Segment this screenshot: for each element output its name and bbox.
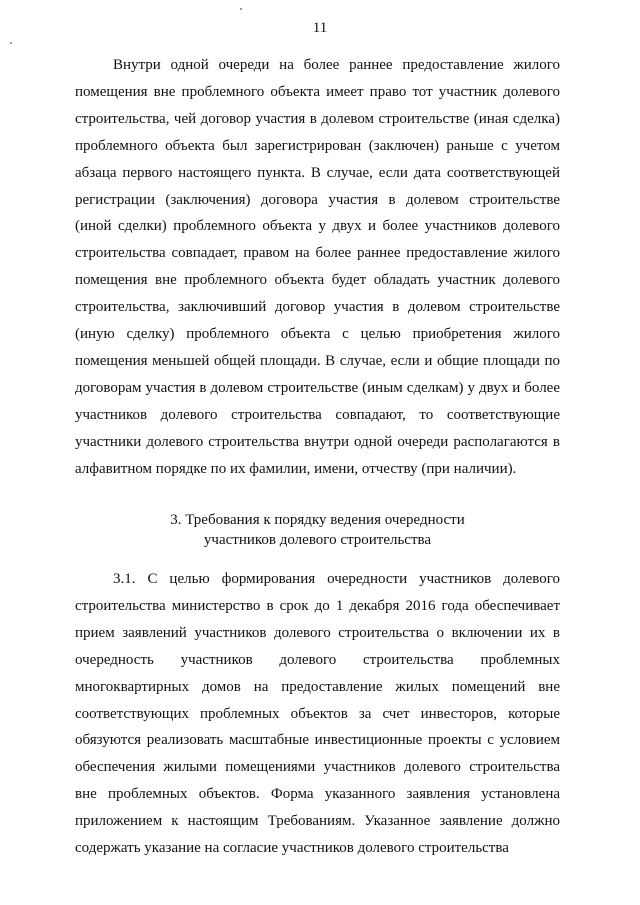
paragraph-3-1: 3.1. С целью формирования очередности участников долевого строительства министерство в срок до 1 декабря 2016 года обеспечивает прием заявлений участников долевого строительства о включении их в очередность участников долевого строительства проблемных многоквартирных домов на предоставление жилых помещений вне соответствующих проблемных объектов за счет инвесторов, которые обязуются реализовать масштабные инвестиционные проекты с условием обеспечения жилыми помещениями участников долевого строительства вне проблемных объектов. Форма указанного заявления установлена приложением к настоящим Требованиям. Указанное заявление должно содержать указание на согласие участников долевого строительства	[75, 571, 560, 857]
scan-speck	[10, 42, 12, 44]
section-heading-line-2: участников долевого строительства	[203, 532, 432, 548]
scan-speck	[240, 8, 242, 10]
section-heading	[75, 510, 560, 550]
page-number: 11	[312, 20, 328, 36]
paragraph-queue-priority: Внутри одной очереди на более раннее предоставление жилого помещения вне проблемного объекта имеет право тот участник долевого строительства, чей договор участия в долевом строительстве (иная сделка) проблемного объекта был зарегистрирован (заключен) раньше с учетом абзаца первого настоящего пункта. В случае, если дата соответствующей регистрации (заключения) договора участия в долевом строительстве (иной сделки) проблемного объекта у двух и более участников долевого строительства совпадает, правом на более раннее предоставление жилого помещения вне проблемного объекта будет обладать участник долевого строительства, заключивший договор участия в долевом строительстве (иную сделку) проблемного объекта с целью приобретения жилого помещения меньшей общей площади. В случае, если и общие площади по договорам участия в долевом строительстве (иным сделкам) у двух и более участников долевого строительства совпадают, то соответствующие участники долевого строительства внутри одной очереди располагаются в алфавитном порядке по их фамилии, имени, отчеству (при наличии).	[75, 57, 560, 477]
section-heading-line-1: 3. Требования к порядку ведения очередности	[170, 512, 465, 528]
